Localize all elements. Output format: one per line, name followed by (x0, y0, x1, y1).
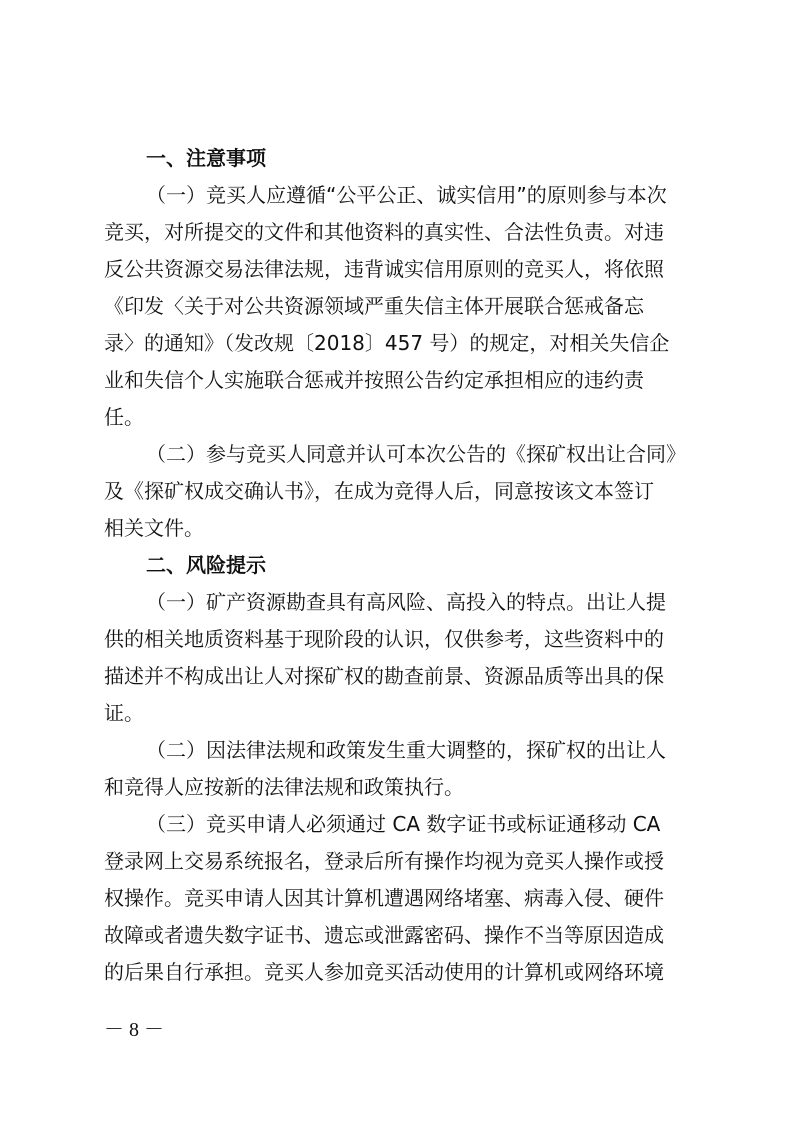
text-line: 反公共资源交易法律法规，违背诚实信用原则的竞买人，将依照 (104, 257, 664, 281)
paragraph (104, 806, 694, 991)
section-notes (104, 140, 694, 547)
document-body (104, 140, 694, 991)
text-line: 相关文件。 (104, 516, 204, 540)
text-line: 供的相关地质资料基于现阶段的认识，仅供参考，这些资料中的 (104, 627, 664, 651)
text-line: 及《探矿权成交确认书》，在成为竞得人后，同意按该文本签订 (104, 479, 654, 503)
text-line: 业和失信个人实施联合惩戒并按照公告约定承担相应的违约责 (104, 368, 644, 392)
text-line: （二）因法律法规和政策发生重大调整的，探矿权的出让人 (146, 738, 666, 762)
text-line: （三）竞买申请人必须通过 CA 数字证书或标证通移动 CA (146, 812, 661, 836)
text-line: 《印发〈关于对公共资源领域严重失信主体开展联合惩戒备忘 (104, 294, 644, 318)
text-line: 任。 (104, 405, 144, 429)
text-line: 故障或者遗失数字证书、遗忘或泄露密码、操作不当等原因造成 (104, 923, 664, 947)
text-line: 录〉的通知》（发改规〔2018〕457 号）的规定，对相关失信企 (104, 331, 670, 355)
text-line: 的后果自行承担。竞买人参加竞买活动使用的计算机或网络环境 (104, 960, 664, 984)
page-number: － 8 － (104, 1019, 164, 1041)
section-heading: 一、注意事项 (146, 146, 266, 170)
text-line: 权操作。竞买申请人因其计算机遭遇网络堵塞、病毒入侵、硬件 (104, 886, 664, 910)
text-line: 和竞得人应按新的法律法规和政策执行。 (104, 775, 464, 799)
text-line: 描述并不构成出让人对探矿权的勘查前景、资源品质等出具的保 (104, 664, 664, 688)
text-line: 竞买，对所提交的文件和其他资料的真实性、合法性负责。对违 (104, 220, 664, 244)
paragraph (104, 177, 694, 436)
text-line: （一）矿产资源勘查具有高风险、高投入的特点。出让人提 (146, 590, 666, 614)
text-line: 登录网上交易系统报名，登录后所有操作均视为竞买人操作或授 (104, 849, 664, 873)
paragraph (104, 436, 694, 547)
text-line: 证。 (104, 701, 144, 725)
text-line: （一）竞买人应遵循“公平公正、诚实信用”的原则参与本次 (146, 183, 667, 207)
section-risks (104, 547, 694, 991)
paragraph (104, 732, 694, 806)
section-heading: 二、风险提示 (146, 553, 266, 577)
paragraph (104, 584, 694, 732)
text-line: （二）参与竞买人同意并认可本次公告的《探矿权出让合同》 (146, 442, 686, 466)
